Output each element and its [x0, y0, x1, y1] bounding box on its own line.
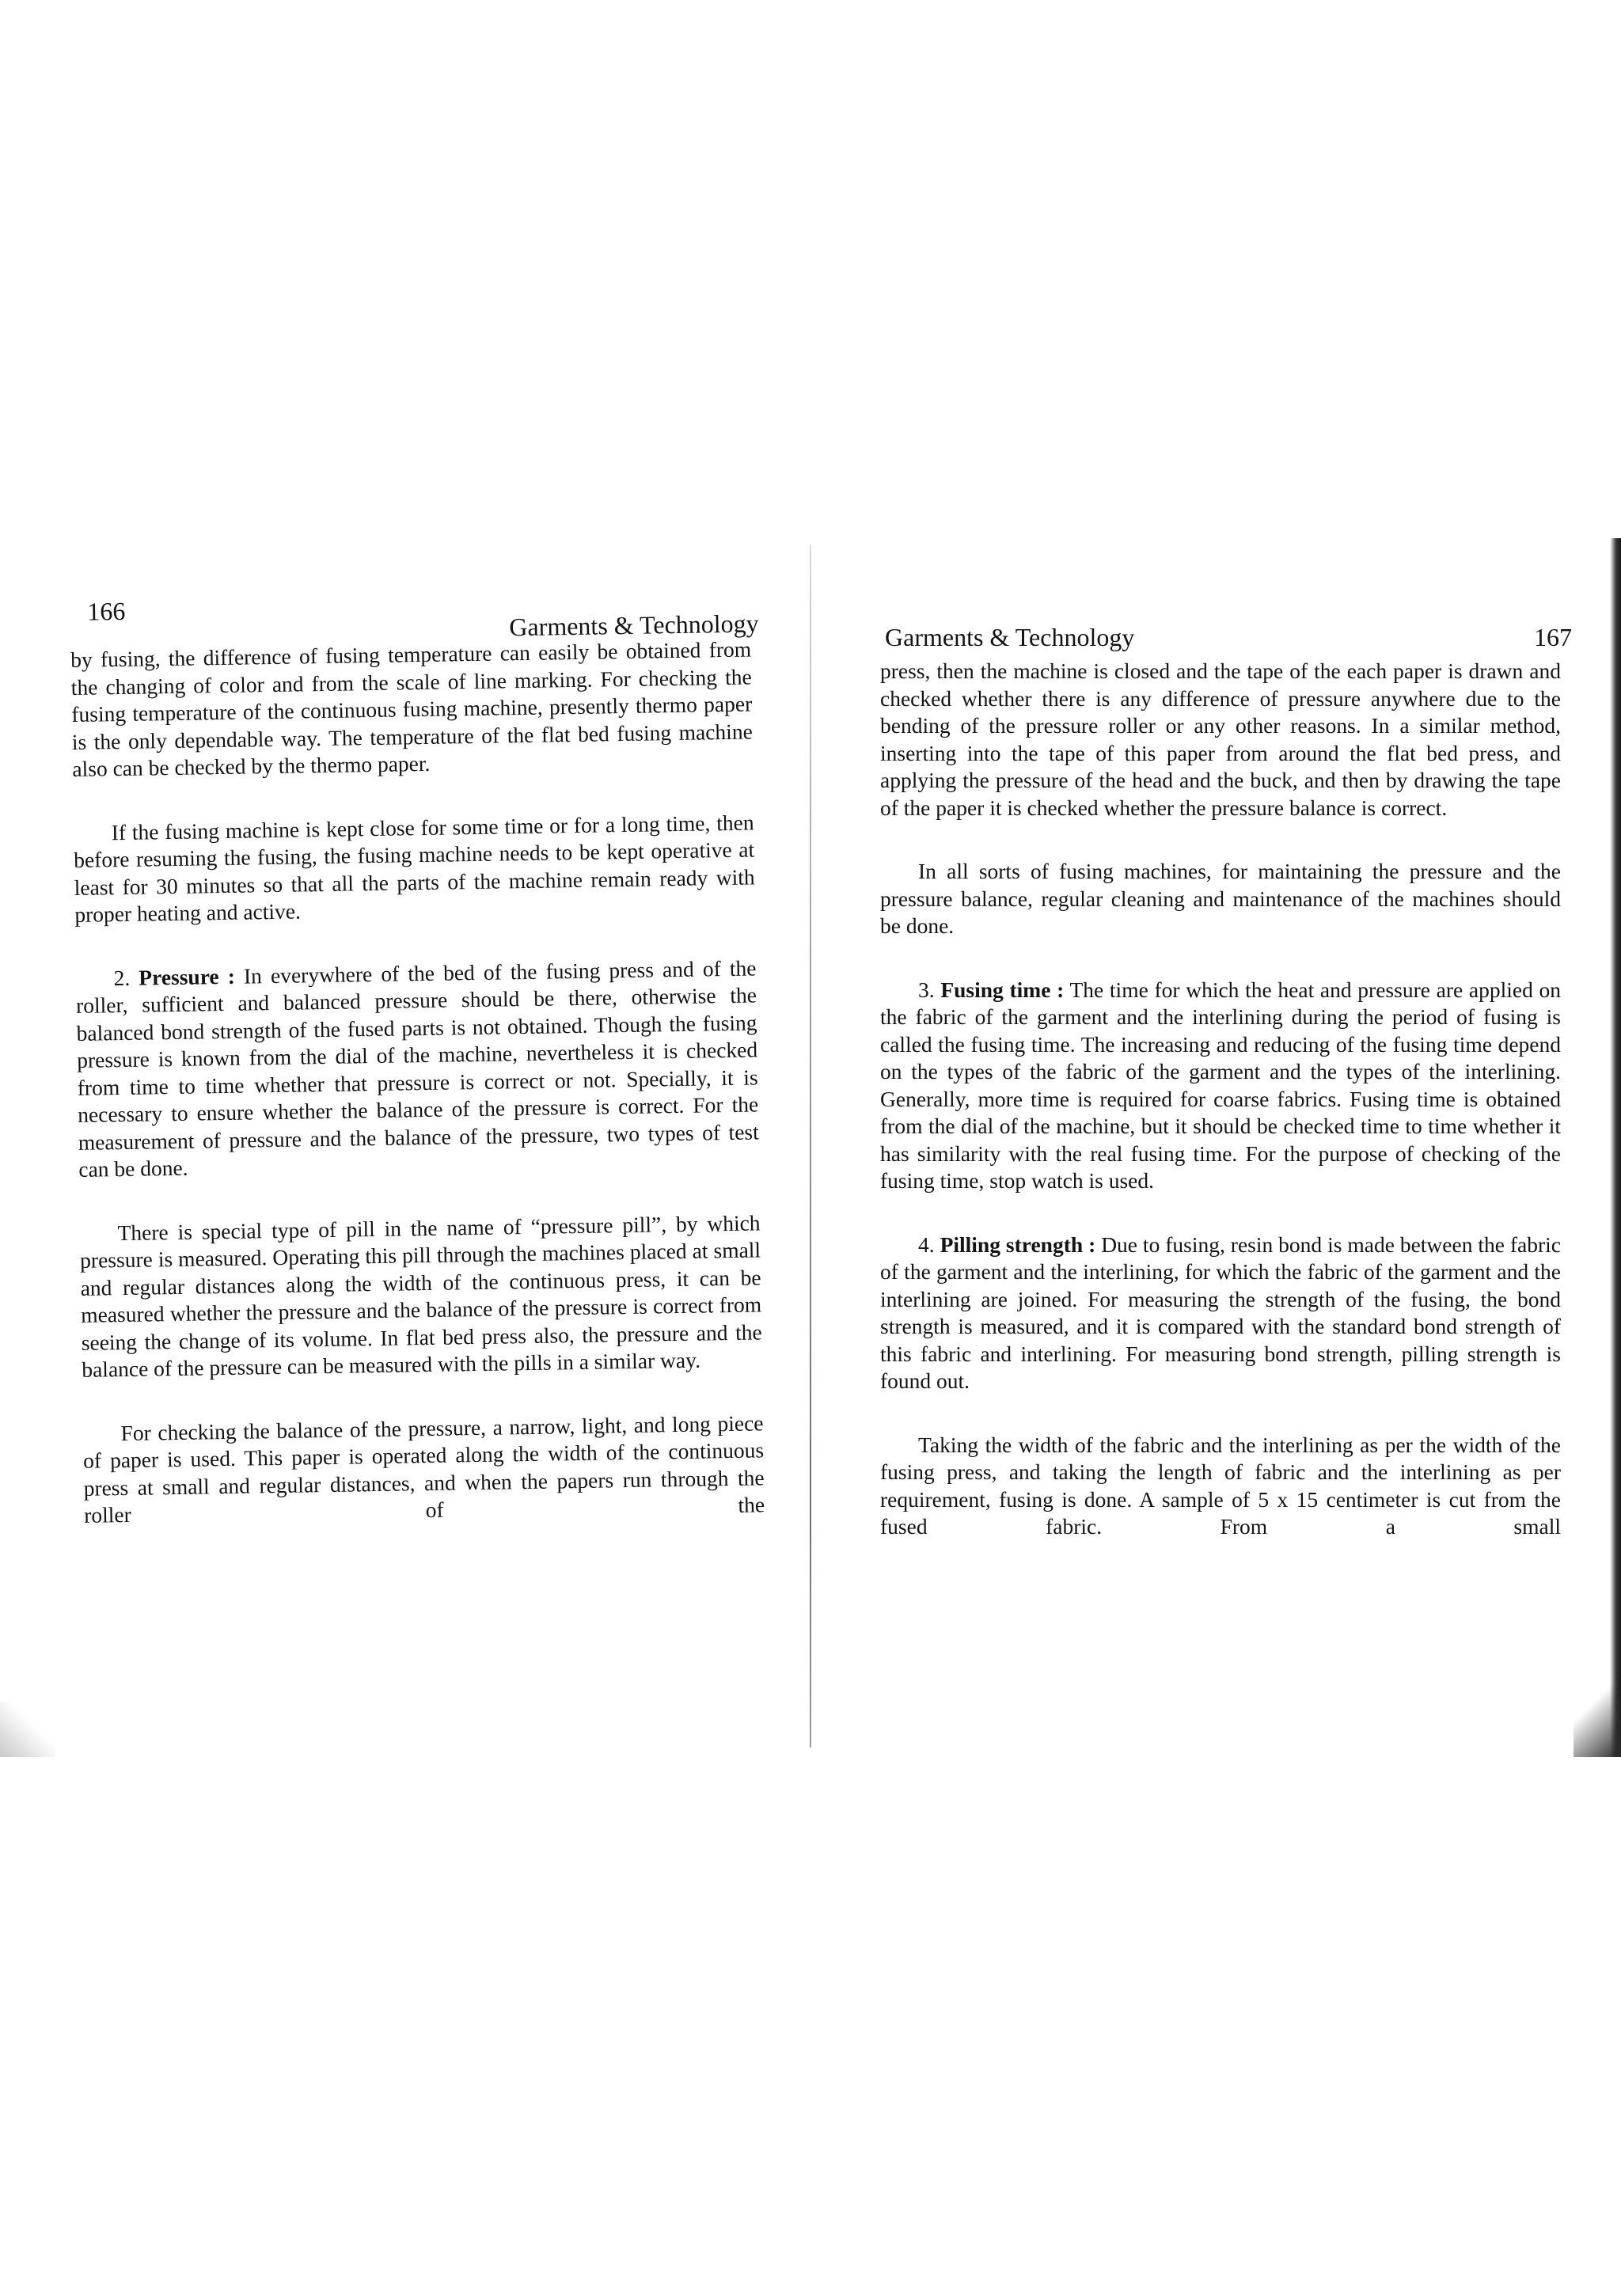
- section-heading: Pilling strength :: [940, 1231, 1096, 1257]
- page-edge-shade: [0, 1702, 55, 1757]
- section-body: Due to fusing, resin bond is made between the fabric of the garment and the interlining, for which the fabric of the garment and the interlining are joined. For measuring the strength of the fusing, the bond strength is measured, and it is compared with the standard bond strength of this fabric and interlining. For measuring bond strength, pilling strength is found out.: [880, 1231, 1562, 1393]
- paragraph: Taking the width of the fabric and the interlining as per the width of the fusing press, and taking the length of fabric and the interlining as per requirement, fusing is done. A sample of 5 x 15 centimeter is cut from the fused fabric. From a small: [880, 1432, 1561, 1539]
- left-page: [70, 586, 765, 1529]
- paragraph: For checking the balance of the pressure, a narrow, light, and long piece of paper is used. This paper is operated along the width of the continuous press at small and regular distances, and when the papers run through the roller of the: [82, 1410, 765, 1528]
- section-number: 2.: [113, 965, 131, 990]
- page-number: 167: [1534, 623, 1572, 651]
- paragraph: by fusing, the difference of fusing temperature can easily be obtained from the changing of color and from the scale of line marking. For checking the fusing temperature of the continuous fusing machine, presently thermo paper is the only dependable way. The temperature of the flat bed fusing machine also can be checked by the thermo paper.: [70, 636, 753, 781]
- paragraph: press, then the machine is closed and the tape of the each paper is drawn and checked whether there is any difference of pressure anywhere due to the bending of the pressure roller or any other reasons. In a similar method, inserting into the tape of this paper from around the flat bed press, and applying the pressure of the head and the buck, and then by drawing the tape of the paper it is checked whether the pressure balance is correct.: [880, 658, 1561, 820]
- section-number: 3.: [918, 977, 935, 1002]
- section-pilling-strength: [880, 1231, 1561, 1395]
- section-body: In everywhere of the bed of the fusing press and of the roller, sufficient and balanced pressure should be there, otherwise the balanced bond strength of the fused parts is not obtained. Though the fusing pressure is known from the dial of the machine, nevertheless it is checked from time to time whether that pressure is correct or not. Specially, it is necessary to ensure whether the balance of the pressure is correct. For the measurement of pressure and the balance of the pressure, two types of test can be done.: [75, 954, 759, 1182]
- section-fusing-time: [880, 977, 1561, 1195]
- running-title: Garments & Technology: [885, 623, 1135, 651]
- page-corner-shadow: [1574, 1654, 1621, 1757]
- right-page: [880, 598, 1572, 1541]
- paragraph: In all sorts of fusing machines, for maintaining the pressure and the pressure balance, regular cleaning and maintenance of the machines should be done.: [880, 859, 1561, 938]
- page-number: 166: [86, 596, 126, 626]
- paragraph: If the fusing machine is kept close for some time or for a long time, then before resuming the fusing, the fusing machine needs to be kept operative at least for 30 minutes so that all the parts of the machine remain ready with proper heating and active.: [73, 809, 755, 927]
- running-title: Garments & Technology: [509, 609, 759, 642]
- section-heading: Pressure :: [139, 963, 236, 990]
- section-heading: Fusing time :: [940, 977, 1065, 1002]
- left-page-header: [70, 586, 759, 647]
- right-page-header: [880, 598, 1572, 658]
- book-gutter: [810, 545, 811, 1748]
- section-body: The time for which the heat and pressure are applied on the fabric of the garment and the interlining during the period of fusing is called the fusing time. The increasing and reducing of the fusing time depend on the types of the fabric of the garment and the types of the interlining. Generally, more time is required for coarse fabrics. Fusing time is obtained from the dial of the machine, but it should be checked time to time whether it has similarity with the real fusing time. For the purpose of checking of the fusing time, stop watch is used.: [880, 977, 1562, 1193]
- section-pressure: [75, 954, 759, 1183]
- page-edge-shadow: [1610, 538, 1621, 1757]
- section-number: 4.: [918, 1231, 935, 1257]
- paragraph: There is special type of pill in the name of “pressure pill”, by which pressure is measured. Operating this pill through the machines placed at small and regular distances along the width of the continuous press, it can be measured whether the pressure and the balance of the pressure is correct from seeing the change of its volume. In flat bed press also, the pressure and the balance of the pressure can be measured with the pills in a similar way.: [79, 1209, 762, 1382]
